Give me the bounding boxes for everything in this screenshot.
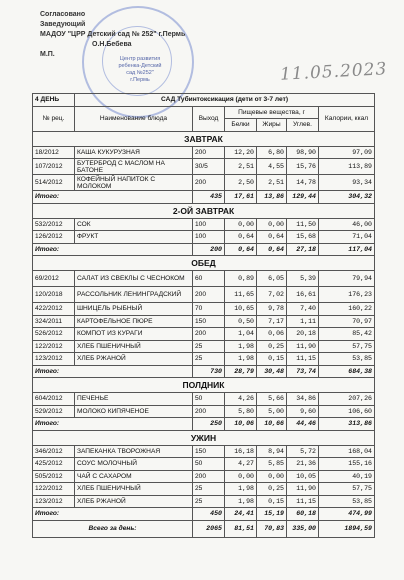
table-row <box>33 328 375 341</box>
fat-value: 5,00 <box>257 405 287 418</box>
dish-name: ПЕЧЕНЬЕ <box>75 393 193 406</box>
protein-value: 0,00 <box>225 218 257 231</box>
table-row <box>33 470 375 483</box>
meal-section-header <box>33 131 375 146</box>
approval-header <box>40 10 185 60</box>
dish-name: КАРТОФЕЛЬНОЕ ПЮРЕ <box>75 315 193 328</box>
protein-value: 2,51 <box>225 159 257 175</box>
table-row <box>33 495 375 508</box>
protein-value: 5,80 <box>225 405 257 418</box>
table-row <box>33 271 375 287</box>
protein-value: 0,50 <box>225 315 257 328</box>
protein-value: 1,98 <box>225 495 257 508</box>
recipe-code: 18/2012 <box>33 146 75 159</box>
yield-value: 30/5 <box>193 159 225 175</box>
yield-value: 25 <box>193 340 225 353</box>
protein-value: 1,98 <box>225 340 257 353</box>
fat-value: 6,80 <box>257 146 287 159</box>
yield-value: 200 <box>193 405 225 418</box>
grand-total-carbs: 335,00 <box>287 520 319 537</box>
col-carbs: Углев. <box>287 119 319 132</box>
fat-value: 9,78 <box>257 303 287 316</box>
fat-value: 7,17 <box>257 315 287 328</box>
calories-value: 93,34 <box>319 175 375 191</box>
dish-name: ХЛЕБ РЖАНОЙ <box>75 495 193 508</box>
table-row <box>33 287 375 303</box>
recipe-code: 422/2012 <box>33 303 75 316</box>
table-row <box>33 218 375 231</box>
dish-name: САЛАТ ИЗ СВЕКЛЫ С ЧЕСНОКОМ <box>75 271 193 287</box>
recipe-code: 514/2012 <box>33 175 75 191</box>
total-label: Итого: <box>33 243 193 256</box>
meal-total-row <box>33 418 375 431</box>
seal-text <box>106 56 174 84</box>
meal-section-header <box>33 256 375 271</box>
fat-value: 5,66 <box>257 393 287 406</box>
recipe-code: 122/2012 <box>33 483 75 496</box>
fat-value: 5,85 <box>257 458 287 471</box>
carbs-value: 7,40 <box>287 303 319 316</box>
col-name: Наименование блюда <box>75 106 193 131</box>
fat-value: 0,25 <box>257 340 287 353</box>
yield-value: 25 <box>193 353 225 366</box>
dish-name: ЗАПЕКАНКА ТВОРОЖНАЯ <box>75 445 193 458</box>
carbs-value: 10,05 <box>287 470 319 483</box>
yield-value: 200 <box>193 287 225 303</box>
table-row <box>33 483 375 496</box>
fat-value: 7,02 <box>257 287 287 303</box>
calories-value: 155,16 <box>319 458 375 471</box>
carbs-value: 11,90 <box>287 340 319 353</box>
table-row <box>33 175 375 191</box>
fat-value: 2,51 <box>257 175 287 191</box>
total-calories: 313,86 <box>319 418 375 431</box>
yield-value: 25 <box>193 483 225 496</box>
recipe-code: 122/2012 <box>33 340 75 353</box>
carbs-value: 16,61 <box>287 287 319 303</box>
calories-value: 106,60 <box>319 405 375 418</box>
fat-value: 4,55 <box>257 159 287 175</box>
dish-name: ХЛЕБ ПШЕНИЧНЫЙ <box>75 340 193 353</box>
total-yield: 435 <box>193 191 225 204</box>
total-protein: 0,64 <box>225 243 257 256</box>
col-protein: Белки <box>225 119 257 132</box>
grand-total-calories: 1894,59 <box>319 520 375 537</box>
dish-name: ХЛЕБ РЖАНОЙ <box>75 353 193 366</box>
total-yield: 450 <box>193 508 225 521</box>
carbs-value: 15,76 <box>287 159 319 175</box>
dish-name: БУТЕРБРОД С МАСЛОМ НА БАТОНЕ <box>75 159 193 175</box>
protein-value: 12,20 <box>225 146 257 159</box>
carbs-value: 1,11 <box>287 315 319 328</box>
dish-name: ШНИЦЕЛЬ РЫБНЫЙ <box>75 303 193 316</box>
fat-value: 0,15 <box>257 495 287 508</box>
recipe-code: 505/2012 <box>33 470 75 483</box>
table-row <box>33 340 375 353</box>
yield-value: 100 <box>193 218 225 231</box>
col-recipe: № рец. <box>33 106 75 131</box>
protein-value: 0,89 <box>225 271 257 287</box>
calories-value: 57,75 <box>319 340 375 353</box>
dish-name: ЧАЙ С САХАРОМ <box>75 470 193 483</box>
protein-value: 0,64 <box>225 231 257 244</box>
carbs-value: 14,78 <box>287 175 319 191</box>
total-yield: 730 <box>193 365 225 378</box>
approval-line-2: Заведующий <box>40 21 86 28</box>
yield-value: 70 <box>193 303 225 316</box>
meal-total-row <box>33 365 375 378</box>
dish-name: СОК <box>75 218 193 231</box>
carbs-value: 11,15 <box>287 353 319 366</box>
meal-total-row <box>33 508 375 521</box>
yield-value: 25 <box>193 495 225 508</box>
calories-value: 97,09 <box>319 146 375 159</box>
yield-value: 200 <box>193 146 225 159</box>
meal-name: ПОЛДНИК <box>33 378 375 393</box>
seal-line-1: Центр развития <box>119 56 161 62</box>
dish-name: РАССОЛЬНИК ЛЕНИНГРАДСКИЙ <box>75 287 193 303</box>
fat-value: 0,00 <box>257 218 287 231</box>
total-carbs: 27,18 <box>287 243 319 256</box>
meal-total-row <box>33 243 375 256</box>
table-row <box>33 159 375 175</box>
recipe-code: 123/2012 <box>33 353 75 366</box>
protein-value: 10,65 <box>225 303 257 316</box>
calories-value: 70,97 <box>319 315 375 328</box>
recipe-code: 425/2012 <box>33 458 75 471</box>
protein-value: 4,27 <box>225 458 257 471</box>
table-row <box>33 445 375 458</box>
carbs-value: 11,15 <box>287 495 319 508</box>
total-label: Итого: <box>33 191 193 204</box>
calories-value: 53,85 <box>319 353 375 366</box>
seal-line-4: г.Пермь <box>130 77 150 83</box>
protein-value: 4,26 <box>225 393 257 406</box>
total-fat: 10,66 <box>257 418 287 431</box>
recipe-code: 324/2011 <box>33 315 75 328</box>
protein-value: 2,50 <box>225 175 257 191</box>
total-yield: 200 <box>193 243 225 256</box>
meal-section-header <box>33 430 375 445</box>
yield-value: 50 <box>193 458 225 471</box>
table-row <box>33 353 375 366</box>
fat-value: 0,15 <box>257 353 287 366</box>
fat-value: 0,64 <box>257 231 287 244</box>
recipe-code: 346/2012 <box>33 445 75 458</box>
calories-value: 168,04 <box>319 445 375 458</box>
calories-value: 160,22 <box>319 303 375 316</box>
carbs-value: 34,86 <box>287 393 319 406</box>
total-fat: 13,86 <box>257 191 287 204</box>
dish-name: СОУС МОЛОЧНЫЙ <box>75 458 193 471</box>
recipe-code: 604/2012 <box>33 393 75 406</box>
recipe-code: 126/2012 <box>33 231 75 244</box>
yield-value: 200 <box>193 470 225 483</box>
total-carbs: 73,74 <box>287 365 319 378</box>
carbs-value: 9,60 <box>287 405 319 418</box>
fat-value: 0,25 <box>257 483 287 496</box>
recipe-code: 107/2012 <box>33 159 75 175</box>
yield-value: 50 <box>193 393 225 406</box>
protein-value: 1,04 <box>225 328 257 341</box>
table-row <box>33 146 375 159</box>
total-label: Итого: <box>33 418 193 431</box>
menu-table <box>32 93 375 538</box>
calories-value: 113,89 <box>319 159 375 175</box>
approval-line-4: О.Н.Бебева <box>92 41 132 48</box>
col-calories: Калории, ккал <box>319 106 375 131</box>
total-calories: 117,04 <box>319 243 375 256</box>
fat-value: 6,05 <box>257 271 287 287</box>
fat-value: 0,06 <box>257 328 287 341</box>
total-label: Итого: <box>33 365 193 378</box>
grand-total-fat: 70,83 <box>257 520 287 537</box>
col-yield: Выход <box>193 106 225 131</box>
carbs-value: 11,90 <box>287 483 319 496</box>
total-protein: 10,06 <box>225 418 257 431</box>
recipe-code: 529/2012 <box>33 405 75 418</box>
calories-value: 46,00 <box>319 218 375 231</box>
carbs-value: 21,36 <box>287 458 319 471</box>
calories-value: 85,42 <box>319 328 375 341</box>
total-label: Итого: <box>33 508 193 521</box>
total-carbs: 44,46 <box>287 418 319 431</box>
table-row <box>33 393 375 406</box>
table-row <box>33 405 375 418</box>
dish-name: КАША КУКУРУЗНАЯ <box>75 146 193 159</box>
seal-line-2: ребенка-Детский <box>118 63 162 69</box>
calories-value: 40,19 <box>319 470 375 483</box>
recipe-code: 532/2012 <box>33 218 75 231</box>
carbs-value: 20,18 <box>287 328 319 341</box>
calories-value: 176,23 <box>319 287 375 303</box>
fat-value: 8,94 <box>257 445 287 458</box>
yield-value: 150 <box>193 445 225 458</box>
protein-value: 1,98 <box>225 483 257 496</box>
carbs-value: 15,68 <box>287 231 319 244</box>
protein-value: 11,65 <box>225 287 257 303</box>
carbs-value: 5,72 <box>287 445 319 458</box>
table-title: САД Тубинтоксикация (дети от 3-7 лет) <box>75 94 375 107</box>
meal-total-row <box>33 191 375 204</box>
table-row <box>33 303 375 316</box>
calories-value: 57,75 <box>319 483 375 496</box>
fat-value: 0,00 <box>257 470 287 483</box>
total-calories: 684,38 <box>319 365 375 378</box>
carbs-value: 5,39 <box>287 271 319 287</box>
total-yield: 250 <box>193 418 225 431</box>
meal-section-header <box>33 378 375 393</box>
dish-name: КОФЕЙНЫЙ НАПИТОК С МОЛОКОМ <box>75 175 193 191</box>
carbs-value: 98,90 <box>287 146 319 159</box>
grand-total-row <box>33 520 375 537</box>
total-protein: 28,79 <box>225 365 257 378</box>
dish-name: ФРУКТ <box>75 231 193 244</box>
meal-section-header <box>33 203 375 218</box>
calories-value: 207,26 <box>319 393 375 406</box>
total-carbs: 129,44 <box>287 191 319 204</box>
menu-body <box>33 131 375 520</box>
handwritten-date: 11.05.2023 <box>279 59 388 85</box>
dish-name: ХЛЕБ ПШЕНИЧНЫЙ <box>75 483 193 496</box>
yield-value: 60 <box>193 271 225 287</box>
recipe-code: 526/2012 <box>33 328 75 341</box>
grand-total-label: Всего за день: <box>33 520 193 537</box>
protein-value: 0,00 <box>225 470 257 483</box>
meal-name: ЗАВТРАК <box>33 131 375 146</box>
meal-name: ОБЕД <box>33 256 375 271</box>
seal-line-3: сад №252" <box>126 70 154 76</box>
total-protein: 17,61 <box>225 191 257 204</box>
protein-value: 1,98 <box>225 353 257 366</box>
yield-value: 150 <box>193 315 225 328</box>
calories-value: 53,85 <box>319 495 375 508</box>
total-calories: 474,99 <box>319 508 375 521</box>
total-fat: 15,19 <box>257 508 287 521</box>
meal-name: УЖИН <box>33 430 375 445</box>
col-nutrients: Пищевые вещества, г <box>225 106 319 119</box>
approval-line-3: МАДОУ "ЦРР Детский сад № 252" г.Пермь <box>40 31 186 38</box>
total-fat: 30,48 <box>257 365 287 378</box>
recipe-code: 123/2012 <box>33 495 75 508</box>
table-row <box>33 231 375 244</box>
day-label: 4 ДЕНЬ <box>33 94 75 107</box>
calories-value: 71,04 <box>319 231 375 244</box>
yield-value: 200 <box>193 175 225 191</box>
carbs-value: 11,50 <box>287 218 319 231</box>
total-protein: 24,41 <box>225 508 257 521</box>
recipe-code: 120/2018 <box>33 287 75 303</box>
table-row <box>33 315 375 328</box>
calories-value: 79,94 <box>319 271 375 287</box>
total-calories: 304,32 <box>319 191 375 204</box>
dish-name: КОМПОТ ИЗ КУРАГИ <box>75 328 193 341</box>
col-fat: Жиры <box>257 119 287 132</box>
grand-total-protein: 81,51 <box>225 520 257 537</box>
meal-name: 2-ОЙ ЗАВТРАК <box>33 203 375 218</box>
approval-line-5: М.П. <box>40 51 55 58</box>
dish-name: МОЛОКО КИПЯЧЕНОЕ <box>75 405 193 418</box>
table-row <box>33 458 375 471</box>
total-carbs: 60,18 <box>287 508 319 521</box>
grand-total-yield: 2065 <box>193 520 225 537</box>
total-fat: 0,64 <box>257 243 287 256</box>
yield-value: 200 <box>193 328 225 341</box>
approval-line-1: Согласовано <box>40 11 86 18</box>
recipe-code: 69/2012 <box>33 271 75 287</box>
yield-value: 100 <box>193 231 225 244</box>
protein-value: 16,18 <box>225 445 257 458</box>
